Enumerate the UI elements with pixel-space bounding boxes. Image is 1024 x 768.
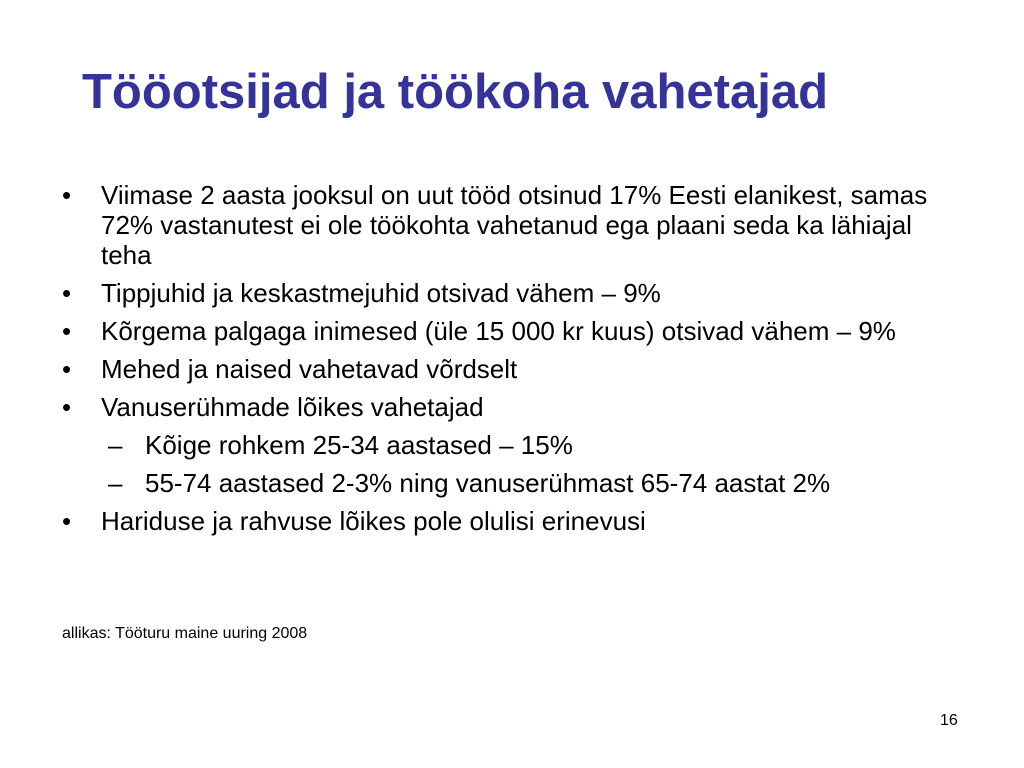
slide-title: Tööotsijad ja töökoha vahetajad [82,65,829,119]
bullet-item: • Tippjuhid ja keskastmejuhid otsivad vähem – 9% [62,278,962,308]
bullet-item: • Mehed ja naised vahetavad võrdselt [62,354,962,384]
bullet-item: • Kõrgema palgaga inimesed (üle 15 000 kr kuus) otsivad vähem – 9% [62,316,962,346]
sub-bullet-item: – Kõige rohkem 25-34 aastased – 15% [108,430,962,460]
bullet-item: • Hariduse ja rahvuse lõikes pole olulisi erinevusi [62,506,962,536]
sub-bullet-item: – 55-74 aastased 2-3% ning vanuserühmast 65-74 aastat 2% [108,468,962,498]
page-number: 16 [940,712,958,729]
bullet-item: • Viimase 2 aasta jooksul on uut tööd otsinud 17% Eesti elanikest, samas 72% vastanutest ei ole töökohta vahetanud ega plaani seda ka lähiajal teha [62,180,962,270]
source-note: allikas: Tööturu maine uuring 2008 [62,625,308,642]
bullet-item: • Vanuserühmade lõikes vahetajad [62,392,962,422]
bullet-list [62,180,962,544]
